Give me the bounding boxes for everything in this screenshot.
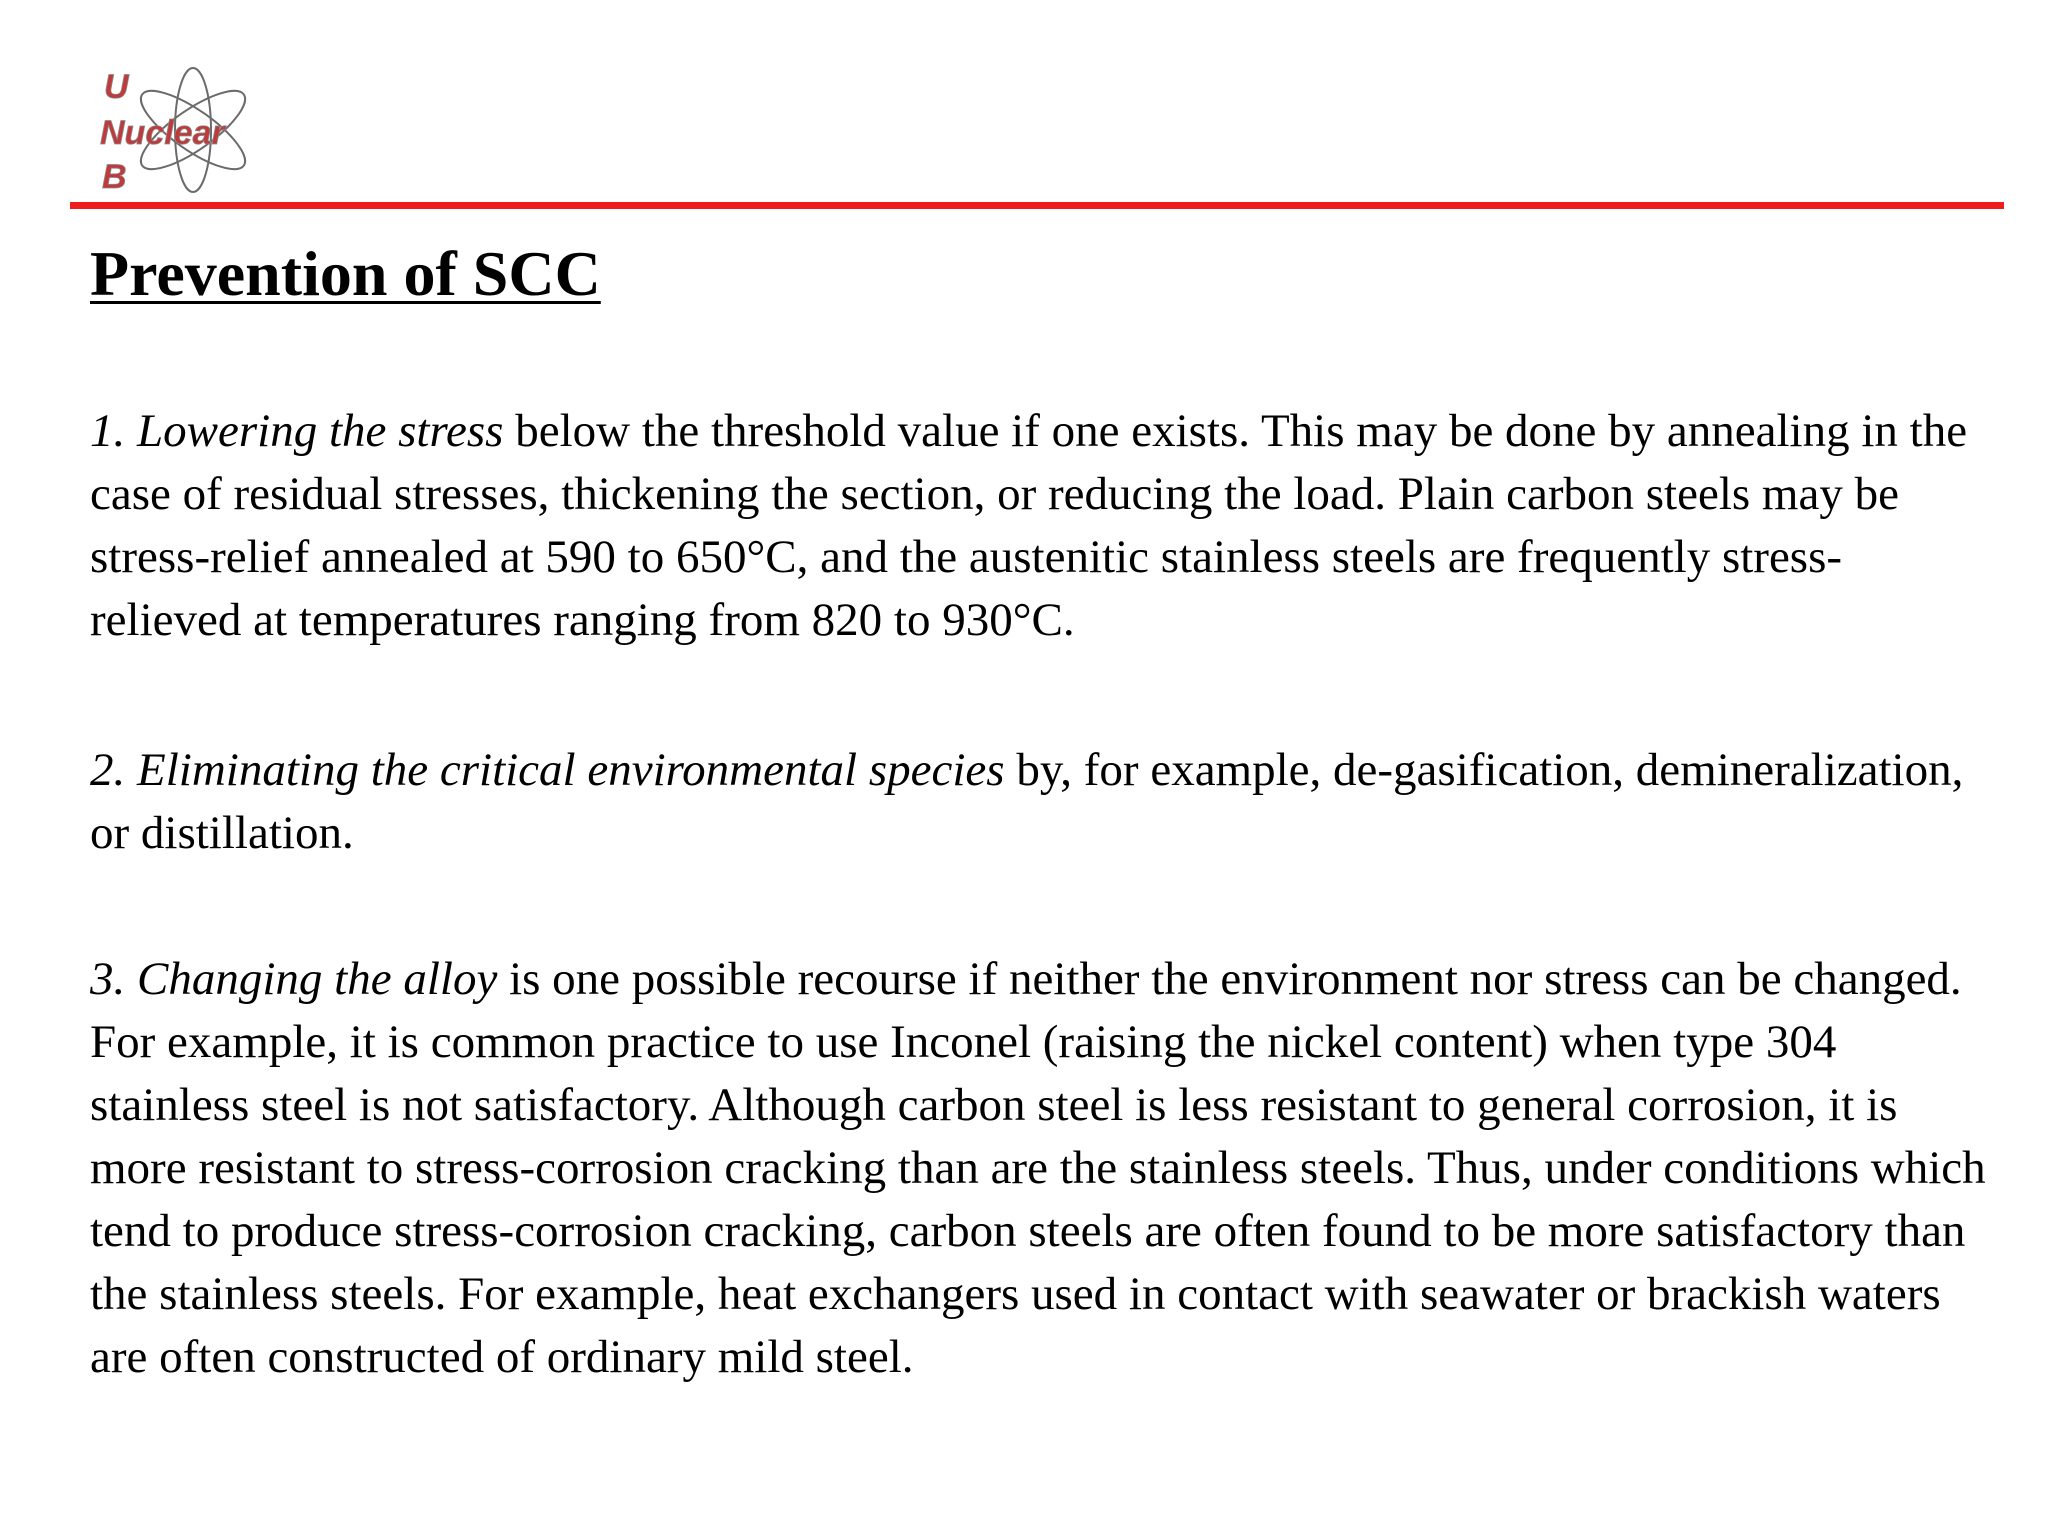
- point-eliminating-species: [90, 739, 1990, 865]
- point-lead: 2. Eliminating the critical environmental species: [90, 744, 1005, 796]
- logo-word-nuclear: Nuclear: [100, 114, 225, 152]
- point-lead: 3. Changing the alloy: [90, 953, 498, 1005]
- unb-nuclear-logo: [88, 62, 268, 202]
- logo-letter-u: U: [104, 68, 129, 106]
- point-lowering-stress: [90, 400, 1990, 652]
- logo-letter-b: B: [102, 158, 127, 196]
- atom-icon: [88, 62, 268, 202]
- point-changing-alloy: [90, 948, 1990, 1389]
- point-body: below the threshold value if one exists. This may be done by annealing in the case of residual stresses, thickening the section, or reducing the load. Plain carbon steels may be stress-relief annealed at 590 to 650°C, and the austenitic stainless steels are frequently stress-relieved at temperatures ranging from 820 to 930°C.: [90, 405, 1968, 646]
- slide-title: Prevention of SCC: [90, 238, 601, 309]
- point-body: is one possible recourse if neither the environment nor stress can be changed. For example, it is common practice to use Inconel (raising the nickel content) when type 304 stainless steel is not satisfactory. Although carbon steel is less resistant to general corrosion, it is more resistant to stress-corrosion cracking than are the stainless steels. Thus, under conditions which tend to produce stress-corrosion cracking, carbon steels are often found to be more satisfactory than the stainless steels. For example, heat exchangers used in contact with seawater or brackish waters are often constructed of ordinary mild steel.: [90, 953, 1986, 1383]
- point-body: by, for example, de-gasification, demineralization, or distillation.: [90, 744, 1964, 859]
- point-lead: 1. Lowering the stress: [90, 405, 504, 457]
- header-divider: [70, 202, 2004, 209]
